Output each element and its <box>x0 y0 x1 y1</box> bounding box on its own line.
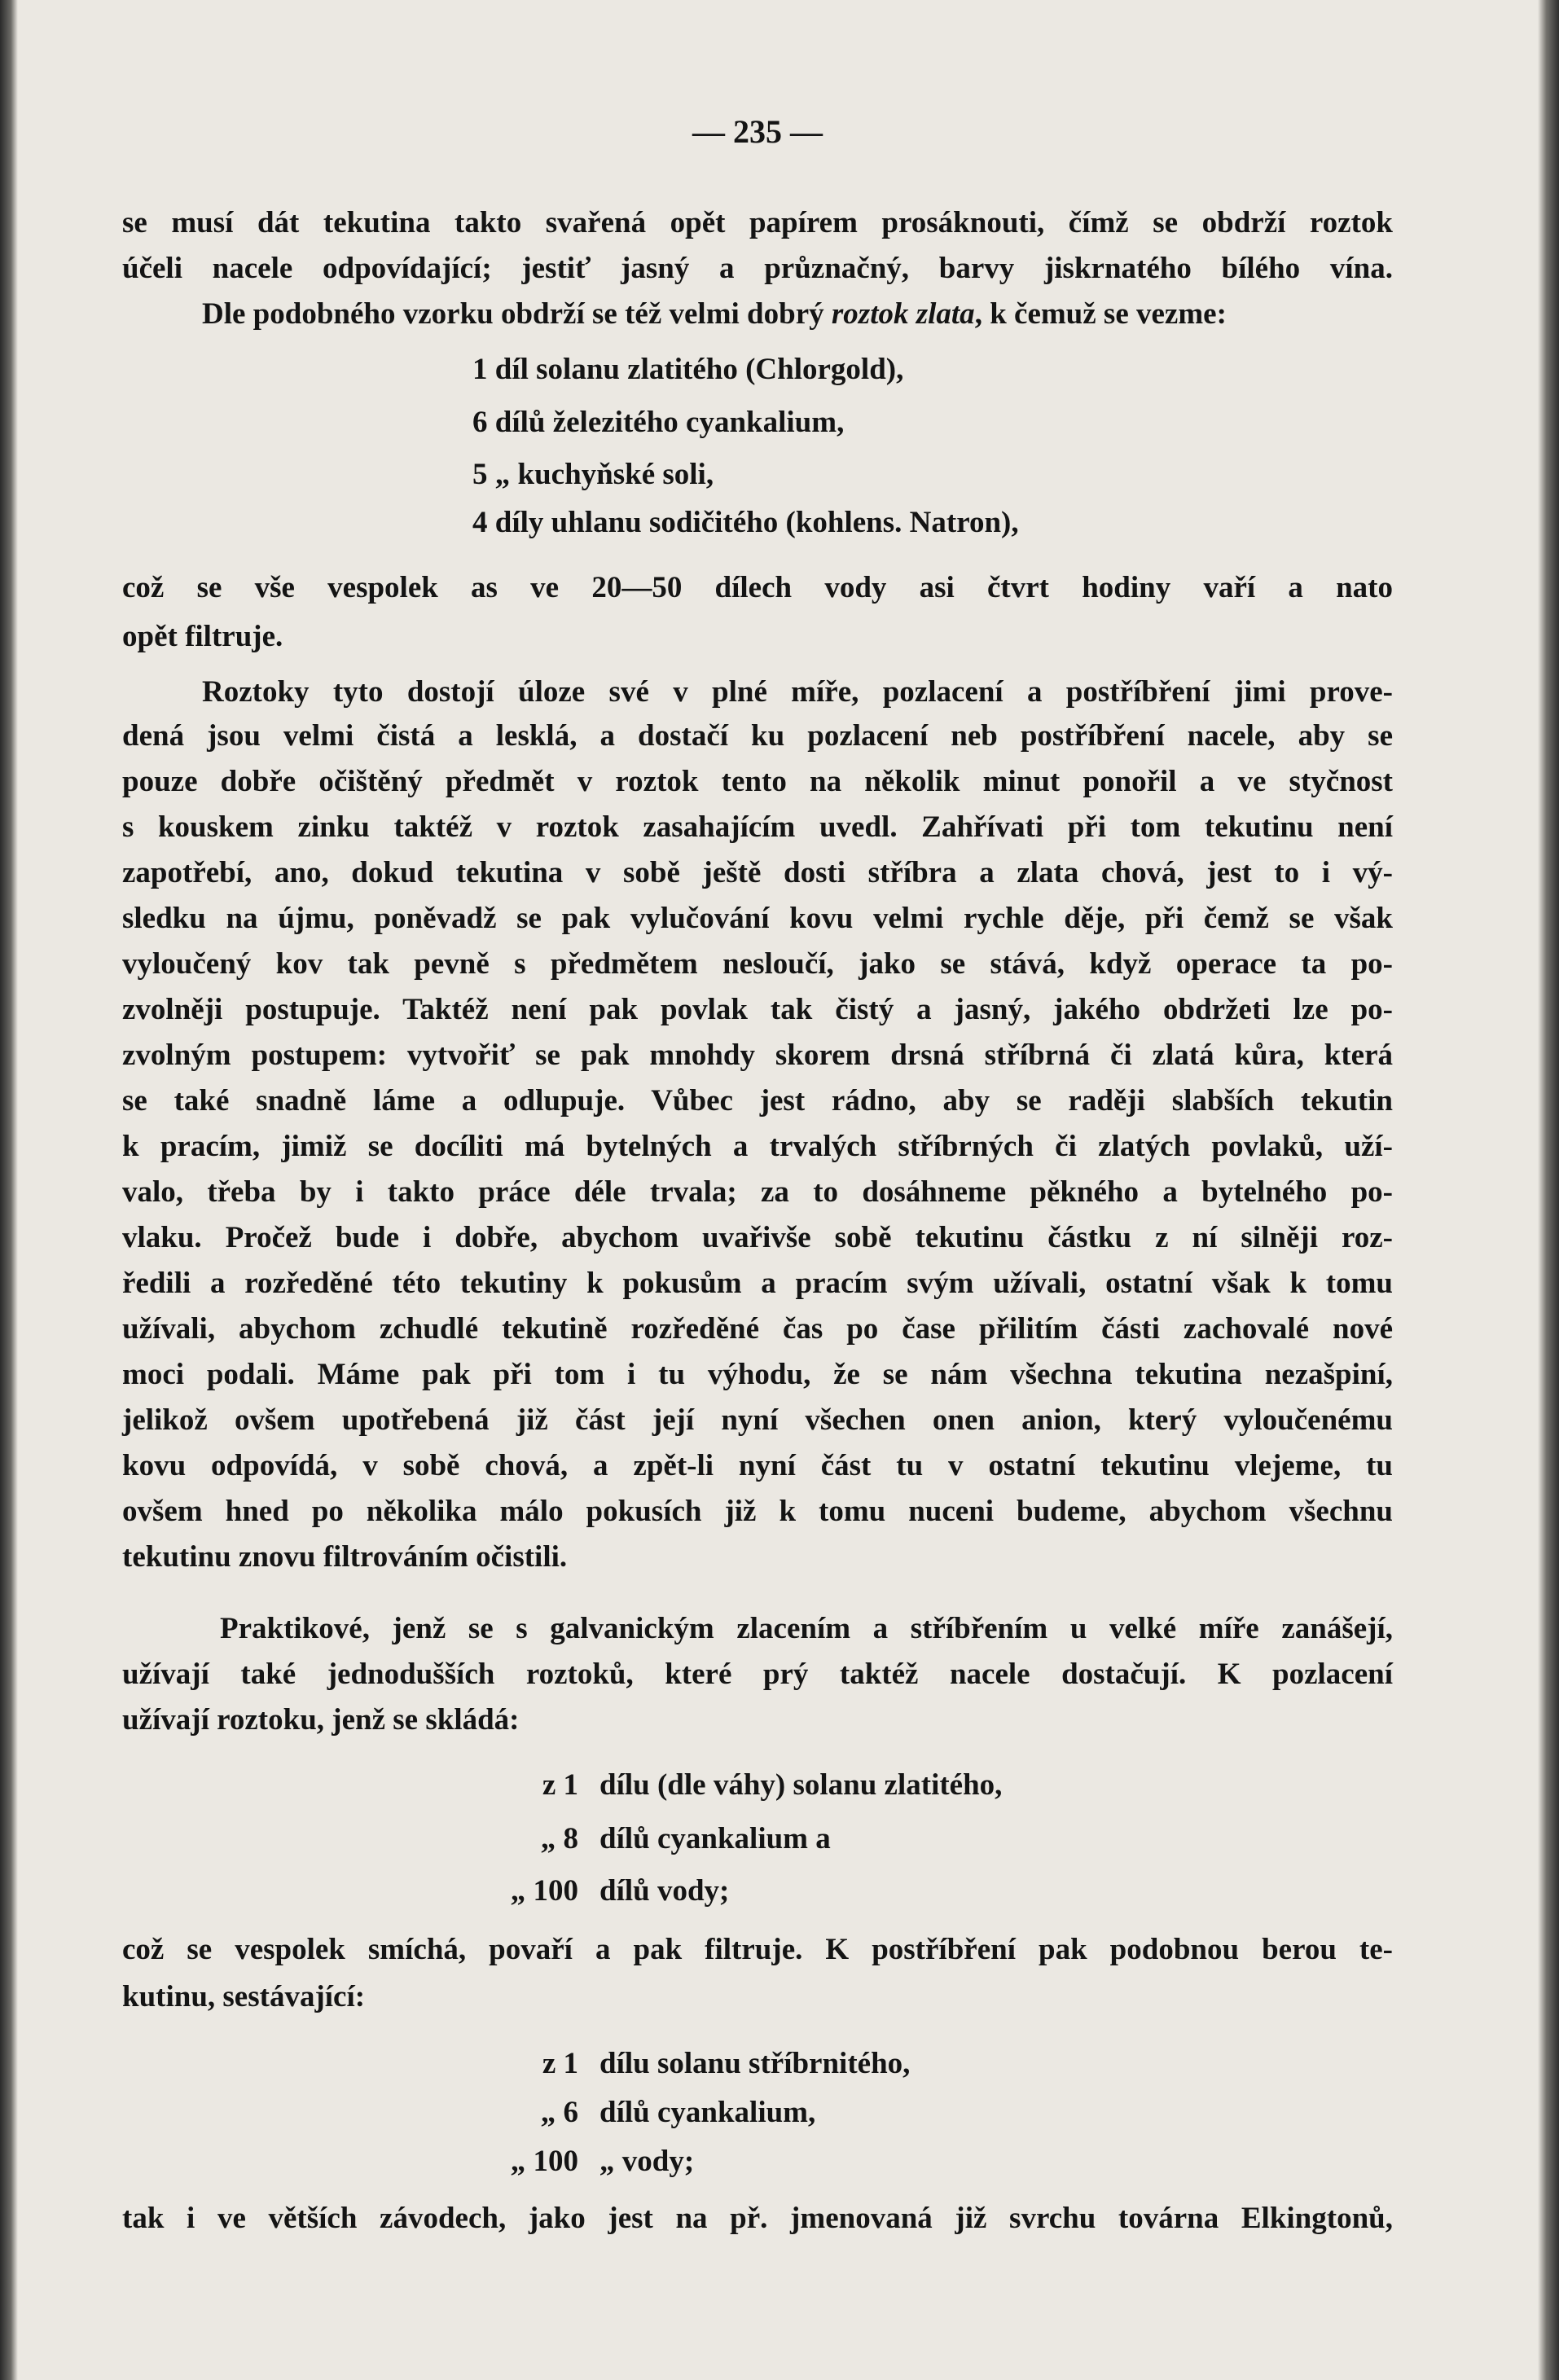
paragraph-line: jelikož ovšem upotřebená již část její nyní všechen onen anion, který vyloučenému <box>122 1403 1393 1437</box>
paragraph-line: moci podali. Máme pak při tom i tu výhodu, že se nám všechna tekutina nezašpiní, <box>122 1358 1393 1391</box>
formula-line: 5 „ kuchyňské soli, <box>472 458 714 491</box>
recipe-text: dílů cyankalium a <box>599 1822 831 1855</box>
text-line: opět filtruje. <box>122 620 283 653</box>
paragraph-line: tekutinu znovu filtrováním očistili. <box>122 1540 568 1574</box>
paragraph-line: užívají také jednodušších roztoků, které prý taktéž nacele dostačují. K pozlacení <box>122 1658 1393 1691</box>
recipe-text: dílů cyankalium, <box>599 2096 816 2129</box>
paragraph-line: sledku na újmu, poněvadž se pak vylučování kovu velmi rychle děje, při čemž se však <box>122 902 1393 935</box>
paragraph-line: kovu odpovídá, v sobě chová, a zpět-li nyní část tu v ostatní tekutinu vlejeme, tu <box>122 1449 1393 1482</box>
text-line: což se vše vespolek as ve 20—50 dílech vody asi čtvrt hodiny vaří a nato <box>122 571 1393 604</box>
text-line: tak i ve větších závodech, jako jest na př. jmenovaná již svrchu továrna Elkingtonů, <box>122 2202 1393 2235</box>
recipe-amount: „ 100 <box>510 2145 578 2178</box>
intro-italic: roztok zlata <box>831 297 975 331</box>
intro-text-end: , k čemuž se vezme: <box>974 297 1227 331</box>
recipe-amount: z 1 <box>542 1768 578 1802</box>
recipe-text: „ vody; <box>599 2145 695 2178</box>
formula-line: 4 díly uhlanu sodičitého (kohlens. Natron), <box>472 506 1019 539</box>
paragraph-line: vyloučený kov tak pevně s předmětem nesloučí, jako se stává, když operace ta po- <box>122 947 1393 981</box>
paragraph-line: ředili a rozředěné této tekutiny k pokusům a pracím svým užívali, ostatní však k tomu <box>122 1267 1393 1300</box>
text-line: se musí dát tekutina takto svařená opět papírem prosáknouti, čímž se obdrží roztok <box>122 206 1393 239</box>
paragraph-line: zapotřebí, ano, dokud tekutina v sobě ještě dosti stříbra a zlata chová, jest to i vý- <box>122 856 1393 889</box>
formula-line: 1 díl solanu zlatitého (Chlorgold), <box>472 353 904 386</box>
formula-line: 6 dílů železitého cyankalium, <box>472 406 845 439</box>
recipe-amount: „ 8 <box>540 1822 578 1855</box>
text-line: kutinu, sestávající: <box>122 1980 366 2013</box>
recipe-text: dílu (dle váhy) solanu zlatitého, <box>599 1768 1003 1802</box>
recipe-amount: „ 100 <box>510 1874 578 1908</box>
page-edge-left <box>0 0 18 2380</box>
paragraph-line: vlaku. Pročež bude i dobře, abychom uvařivše sobě tekutinu částku z ní silněji roz- <box>122 1221 1393 1254</box>
text-line: což se vespolek smíchá, povaří a pak filtruje. K postříbření pak podobnou berou te- <box>122 1933 1393 1966</box>
paragraph-line: se také snadně láme a odlupuje. Vůbec jest rádno, aby se raději slabších tekutin <box>122 1084 1393 1118</box>
recipe-amount: z 1 <box>542 2047 578 2080</box>
paragraph-line: dená jsou velmi čistá a lesklá, a dostačí ku pozlacení neb postříbření nacele, aby se <box>122 719 1393 753</box>
recipe-text: dílu solanu stříbrnitého, <box>599 2047 911 2080</box>
paragraph-line: valo, třeba by i takto práce déle trvala; za to dosáhneme pěkného a bytelného po- <box>122 1175 1393 1209</box>
paragraph-line: s kouskem zinku taktéž v roztok zasahajícím uvedl. Zahřívati při tom tekutinu není <box>122 810 1393 844</box>
paragraph-line: ovšem hned po několika málo pokusích již k tomu nuceni budeme, abychom všechnu <box>122 1495 1393 1528</box>
text-line: účeli nacele odpovídající; jestiť jasný a průznačný, barvy jiskrnatého bílého vína. <box>122 252 1393 285</box>
paragraph-line: Praktikové, jenž se s galvanickým zlacením a stříbřením u velké míře zanášejí, <box>220 1612 1393 1645</box>
recipe-amount: „ 6 <box>540 2096 578 2129</box>
intro-text: Dle podobného vzorku obdrží se též velmi dobrý <box>202 297 832 331</box>
paragraph-line: zvolněji postupuje. Taktéž není pak povlak tak čistý a jasný, jakého obdržeti lze po- <box>122 993 1393 1026</box>
paragraph-line: Roztoky tyto dostojí úloze své v plné míře, pozlacení a postříbření jimi prove- <box>202 675 1393 709</box>
page-edge-right <box>1538 0 1559 2380</box>
recipe-text: dílů vody; <box>599 1874 730 1908</box>
paragraph-line: užívají roztoku, jenž se skládá: <box>122 1703 520 1737</box>
paragraph-line: zvolným postupem: vytvořiť se pak mnohdy skorem drsná stříbrná či zlatá kůra, která <box>122 1039 1393 1072</box>
paragraph-line: pouze dobře očištěný předmět v roztok tento na několik minut ponořil a ve styčnost <box>122 765 1393 798</box>
page-number-header: — 235 — <box>692 113 823 150</box>
paragraph-line: užívali, abychom zchudlé tekutině rozředěné čas po čase přilitím části zachovalé nové <box>122 1312 1393 1346</box>
text-line-intro <box>202 296 1227 332</box>
paragraph-line: k pracím, jimiž se docíliti má bytelných a trvalých stříbrných či zlatých povlaků, uží- <box>122 1130 1393 1163</box>
